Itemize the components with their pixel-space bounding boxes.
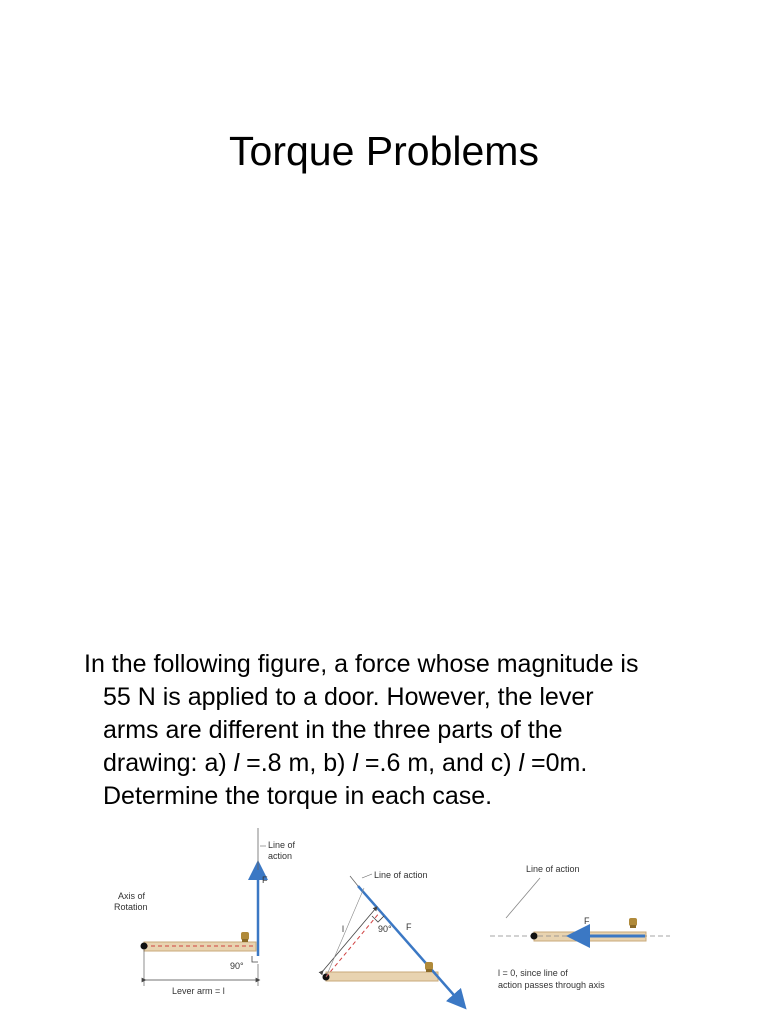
label-angle-a: 90° [230, 961, 244, 971]
slide-title: Torque Problems [229, 128, 539, 174]
right-angle-b [372, 916, 384, 922]
lever-dimension-b [322, 908, 376, 972]
panel-a [114, 828, 296, 996]
panel-c [490, 864, 670, 990]
label-force-a: F [262, 875, 268, 885]
label-note-c-1: l = 0, since line of [498, 968, 568, 978]
panel-b [322, 870, 460, 1002]
lever-symbol: l [233, 749, 240, 777]
label-line-of-action-b: Line of action [374, 870, 428, 880]
label-axis-of: Axis of [118, 891, 146, 901]
problem-line-1: In the following figure, a force whose magnitude is [84, 650, 639, 678]
label-line-of-action-c: Line of action [526, 864, 580, 874]
value-c: =0m. [524, 749, 588, 777]
callout-line-c [506, 878, 540, 918]
doorknob-base-a [242, 939, 248, 942]
label-lever-arm-a: Lever arm = l [172, 986, 225, 996]
label-line-of-a: Line of [268, 840, 296, 850]
problem-line-5: Determine the torque in each case. [103, 782, 493, 810]
lever-symbol: l [352, 749, 358, 777]
force-arrow-b [358, 886, 460, 1002]
value-a: =.8 m, b) [239, 749, 353, 777]
door-b [326, 972, 438, 981]
label-lever-b: l [342, 924, 344, 934]
label-angle-b: 90° [378, 924, 392, 934]
triangle-side-b [326, 888, 364, 977]
problem-line-3: arms are different in the three parts of the [103, 716, 563, 744]
doorknob-c [629, 918, 637, 926]
lever-symbol: l [518, 749, 525, 777]
torque-figure-svg [100, 826, 680, 1024]
problem-line-4 [84, 747, 724, 780]
label-note-c-2: action passes through axis [498, 980, 605, 990]
label-force-c: F [584, 916, 590, 926]
doorknob-base-b [426, 969, 432, 972]
doorknob-b [425, 962, 433, 970]
text-drawing-a: drawing: a) [103, 749, 234, 777]
doorknob-a [241, 932, 249, 940]
line-of-action-b [350, 876, 358, 886]
label-rotation: Rotation [114, 902, 148, 912]
lever-dashed-b [326, 912, 380, 977]
callout-line-b [362, 874, 372, 878]
problem-text [84, 648, 724, 813]
right-angle-a [252, 956, 258, 962]
doorknob-base-c [630, 925, 636, 928]
value-b: =.6 m, and c) [357, 749, 519, 777]
label-force-b: F [406, 922, 412, 932]
axis-dot-a [141, 943, 148, 950]
label-action-a: action [268, 851, 293, 861]
problem-line-2: 55 N is applied to a door. However, the lever [103, 683, 594, 711]
torque-figure [100, 826, 680, 1024]
axis-dot-c [531, 933, 538, 940]
